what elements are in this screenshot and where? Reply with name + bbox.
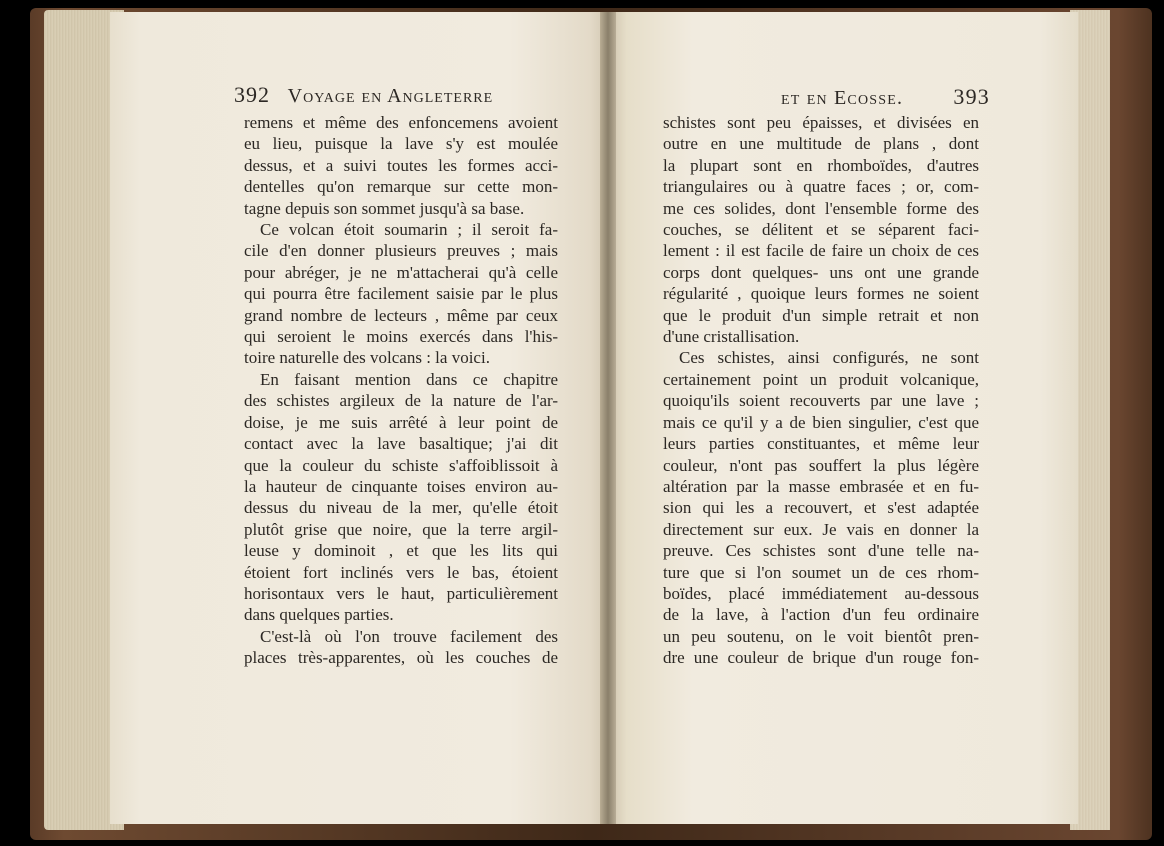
text-line: étoient fort inclinés vers le bas, étoient [244,562,558,582]
text-line: des schistes argileux de la nature de l'ar- [244,391,558,411]
right-page-number: 393 [953,84,990,109]
text-line: dessus, et a suivi toutes les formes acci- [244,155,558,175]
text-line: certainement point un produit volcanique, [663,369,979,389]
text-line: cile d'en donner plusieurs preuves ; mais [244,241,558,261]
text-line: altération par la masse embrasée et en fu- [663,476,979,496]
text-line: remens et même des enfoncemens avoient [244,113,558,132]
left-page-header [234,82,552,108]
text-line: toire naturelle des volcans : la voici. [244,348,490,368]
text-line: triangulaires ou à quatre faces ; or, com- [663,177,979,197]
text-line: plutôt grise que noire, que la terre argil- [244,519,558,539]
text-line: la hauteur de cinquante toises environ au- [244,476,558,496]
text-line: leurs parties constituantes, et même leur [663,434,979,454]
text-line: dans quelques parties. [244,605,394,625]
text-line: contact avec la lave basaltique; j'ai dit [244,434,558,454]
text-line: régularité , quoique leurs formes ne soient [663,284,979,304]
text-line: directement sur eux. Je vais en donner la [663,519,979,539]
text-line: Ces schistes, ainsi configurés, ne sont [679,348,979,368]
left-running-title: Voyage en Angleterre [287,85,494,107]
right-running-title: et en Ecosse. [781,87,904,109]
text-line: corps dont quelques- uns ont une grande [663,262,979,282]
right-page-header [716,84,990,110]
text-line: grand nombre de lecteurs , même par ceux [244,305,558,325]
text-line: preuve. Ces schistes sont d'une telle na- [663,541,979,561]
text-line: un peu soutenu, on le voit bientôt pren- [663,626,979,646]
text-line: la plupart sont en rhomboïdes, d'autres [663,155,979,175]
text-line: schistes sont peu épaisses, et divisées en [663,113,979,132]
text-line: tagne depuis son sommet jusqu'à sa base. [244,198,525,218]
right-page-body [663,112,979,669]
text-line: places très-apparentes, où les couches de [244,648,558,668]
text-line: que le produit d'un simple retrait et non [663,305,979,325]
text-line: d'une cristallisation. [663,327,800,347]
text-line: quoiqu'ils soient recouverts par une lave ; [663,391,979,411]
text-line: leuse y dominoit , et que les lits qui [244,541,558,561]
text-line: dre une couleur de brique d'un rouge fon- [663,648,979,668]
text-line: me ces solides, dont l'ensemble forme des [663,198,979,218]
text-line: C'est-là où l'on trouve facilement des [260,626,558,646]
text-line: En faisant mention dans ce chapitre [260,369,558,389]
text-line: sion qui les a recouvert, et s'est adaptée [663,498,979,518]
text-line: boïdes, placé immédiatement au-dessous [663,583,979,603]
text-line: couleur, n'ont pas souffert la plus légère [663,455,979,475]
text-line: ture que si l'on soumet un de ces rhom- [663,562,979,582]
text-line: Ce volcan étoit soumarin ; il seroit fa- [260,220,558,240]
text-line: couches, se délitent et se séparent faci- [663,220,979,240]
text-line: qui seroient le moins exercés dans l'his- [244,327,558,347]
text-line: de la lave, à l'action d'un feu ordinaire [663,605,979,625]
left-page-number: 392 [234,82,270,107]
text-line: dessus du niveau de la mer, qu'elle étoit [244,498,558,518]
text-line: mais ce qu'il y a de bien singulier, c'est que [663,412,979,432]
text-line: lement : il est facile de faire un choix de ces [663,241,979,261]
text-line: dentelles qu'on remarque sur cette mon- [244,177,558,197]
text-line: que la couleur du schiste s'affoiblissoit à [244,455,558,475]
text-line: eu lieu, puisque la lave s'y est moulée [244,134,558,154]
book-gutter [600,12,616,824]
text-line: doise, je me suis arrêté à leur point de [244,412,558,432]
text-line: outre en une multitude de plans , dont [663,134,979,154]
text-line: horisontaux vers le haut, particulièrement [244,583,558,603]
text-line: pour abréger, je ne m'attacherai qu'à celle [244,262,558,282]
text-line: qui pourra être facilement saisie par le plus [244,284,558,304]
left-page-body [244,112,558,669]
